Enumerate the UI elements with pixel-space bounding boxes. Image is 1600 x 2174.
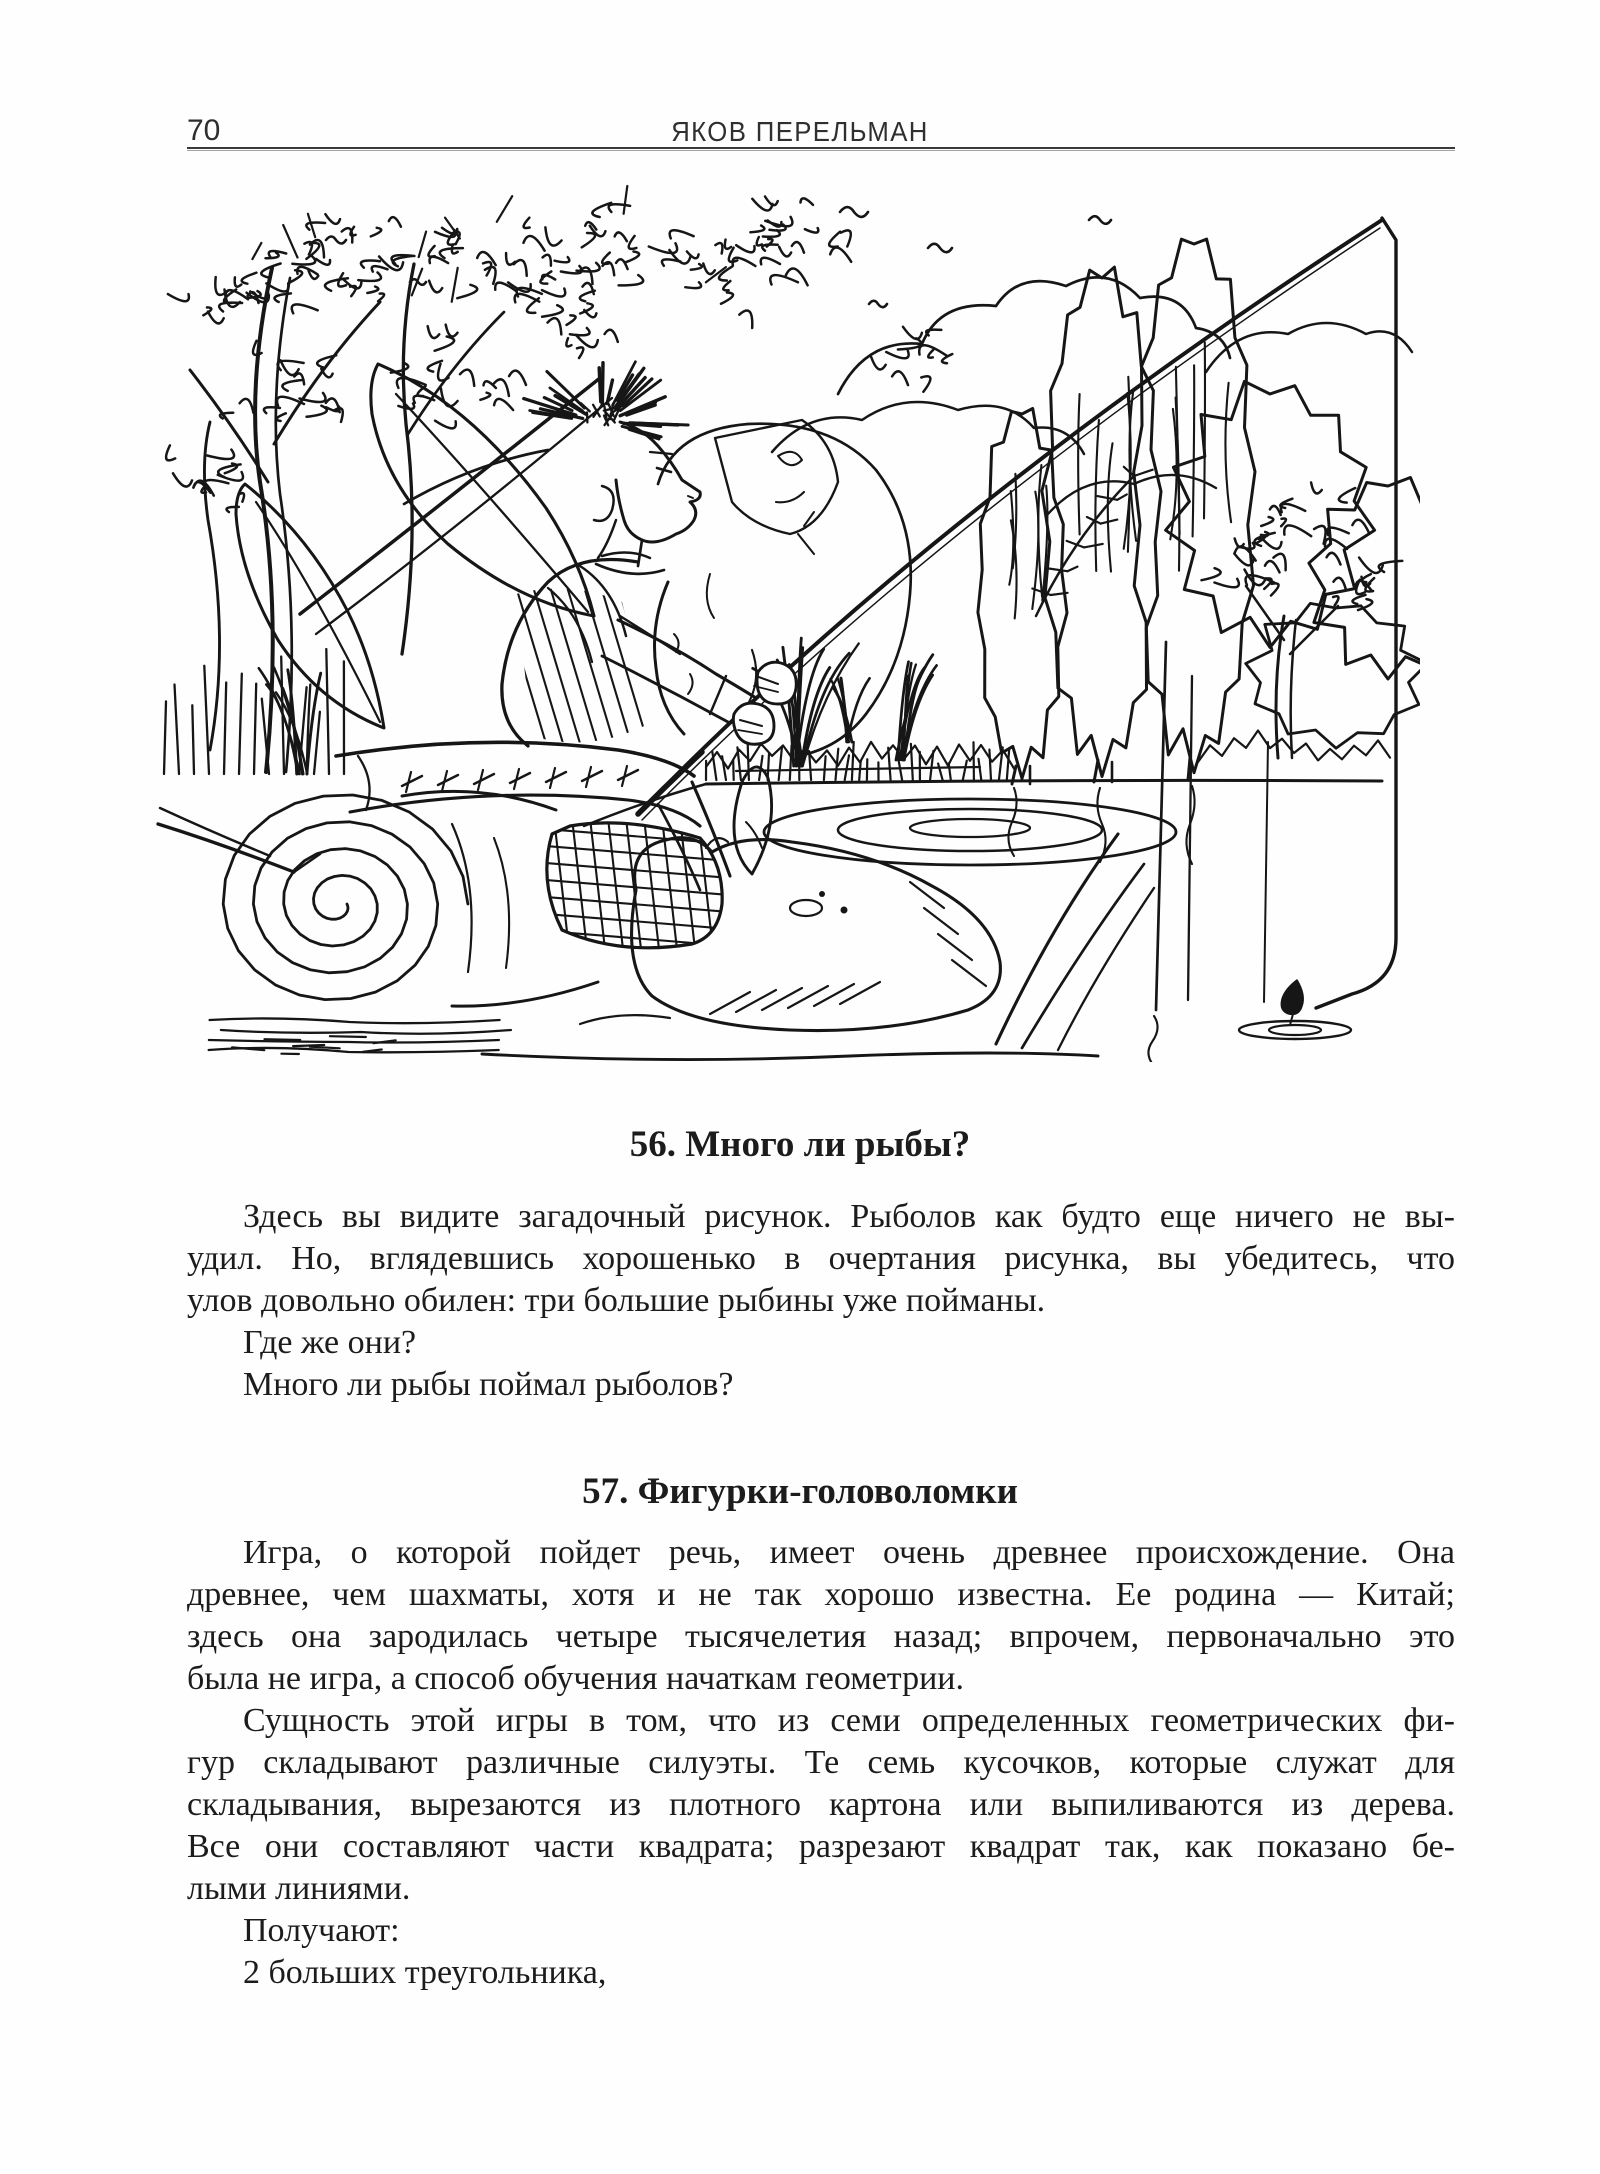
header-rule-dark	[187, 147, 1455, 149]
paragraph-line: Получают:	[243, 1912, 400, 1949]
paragraph-line: древнее, чем шахматы, хотя и не так хорошо известна. Ее родина — Китай;	[187, 1576, 1455, 1613]
paragraph-line: лыми линиями.	[187, 1870, 411, 1907]
paragraph-line: Много ли рыбы поймал рыболов?	[243, 1366, 734, 1403]
paragraph-line: Где же они?	[243, 1324, 417, 1361]
paragraph-line: гур складывают различные силуэты. Те семь кусочков, которые служат для	[187, 1744, 1455, 1781]
paragraph-line: удил. Но, вглядевшись хорошенько в очертания рисунка, вы убедитесь, что	[187, 1240, 1455, 1277]
section-57-body	[187, 1532, 1455, 1994]
paragraph-line: Здесь вы видите загадочный рисунок. Рыболов как будто еще ничего не вы-	[243, 1198, 1455, 1235]
paragraph-line: улов довольно обилен: три большие рыбины уже пойманы.	[187, 1282, 1046, 1319]
running-title-text: ЯКОВ ПЕРЕЛЬМАН	[671, 116, 929, 147]
fisherman-illustration	[150, 182, 1420, 1062]
paragraph-line: Все они составляют части квадрата; разрезают квадрат так, как показано бе-	[187, 1828, 1455, 1865]
paragraph-line: была не игра, а способ обучения начаткам геометрии.	[187, 1660, 964, 1697]
page-number: 70	[187, 114, 221, 147]
paragraph-line: Сущность этой игры в том, что из семи определенных геометрических фи-	[243, 1702, 1455, 1739]
paragraph-line: 2 больших треугольника,	[243, 1954, 607, 1991]
illustration	[150, 182, 1420, 1062]
header-rule	[187, 147, 1455, 151]
paragraph-line: складывания, вырезаются из плотного картона или выпиливаются из дерева.	[187, 1786, 1455, 1823]
paragraph-line: здесь она зародилась четыре тысячелетия назад; впрочем, первоначально это	[187, 1618, 1455, 1655]
section-56-heading: 56. Много ли рыбы?	[629, 1124, 971, 1165]
section-56-body	[187, 1196, 1455, 1406]
running-title	[0, 116, 1600, 148]
section-57-heading: 57. Фигурки-головоломки	[582, 1471, 1018, 1512]
paragraph-line: Игра, о которой пойдет речь, имеет очень древнее происхождение. Она	[243, 1534, 1455, 1571]
header-rule-light	[187, 150, 1455, 151]
